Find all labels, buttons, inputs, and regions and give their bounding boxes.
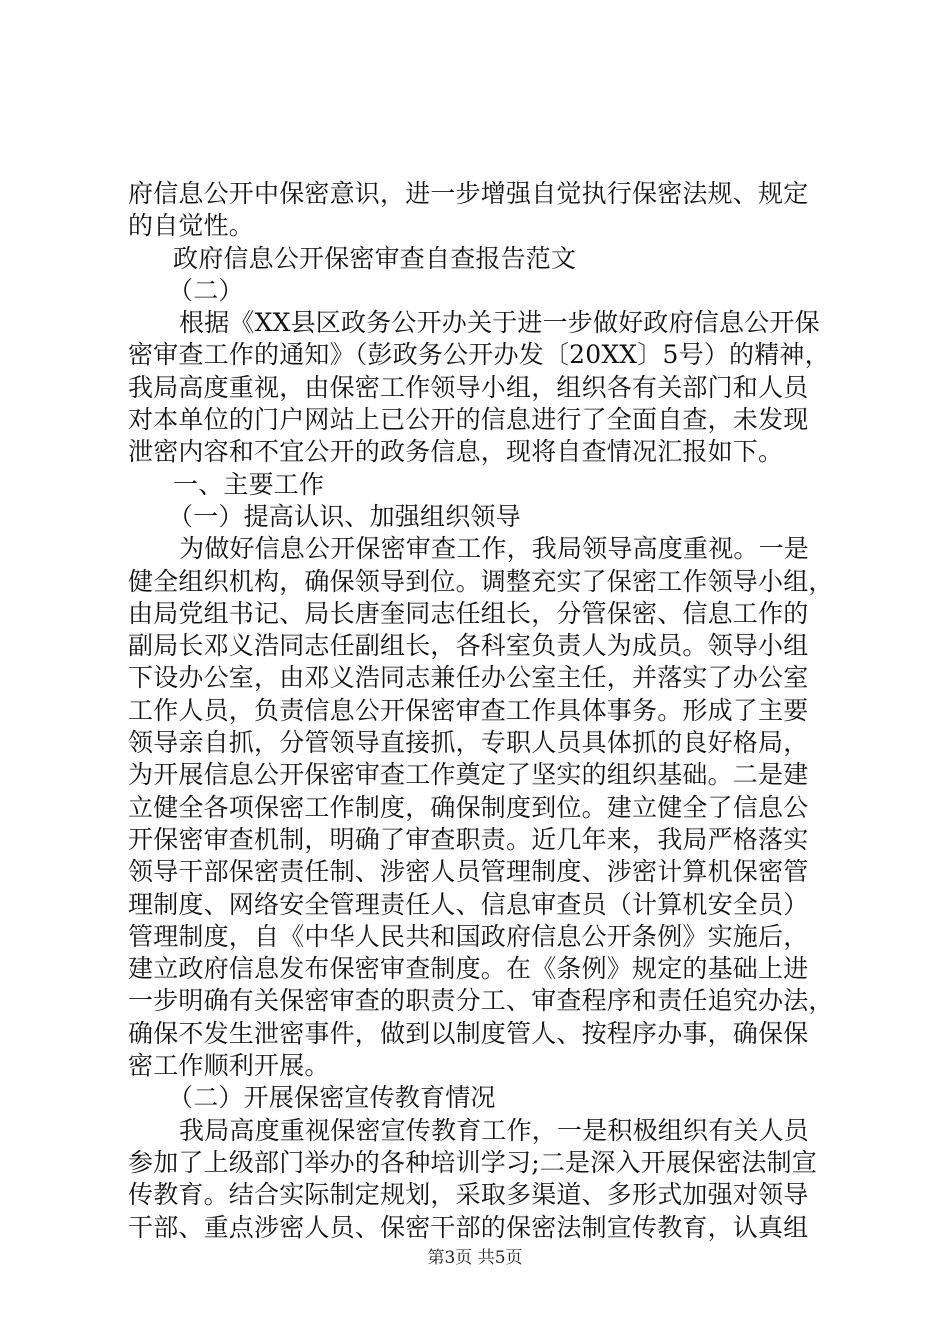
body-line: 立健全各项保密工作制度，确保制度到位。建立健全了信息公: [128, 792, 809, 822]
body-line: 传教育。结合实际制定规划，采取多渠道、多形式加强对领导: [128, 1180, 809, 1210]
body-line: 副局长邓义浩同志任副组长，各科室负责人为成员。领导小组: [128, 631, 809, 661]
paragraph-start: 我局高度重视保密宣传教育工作，一是积极组织有关人员: [179, 1115, 810, 1145]
body-line: 工作人员，负责信息公开保密审查工作具体事务。形成了主要: [128, 695, 809, 725]
body-line: 由局党组书记、局长唐奎同志任组长，分管保密、信息工作的: [128, 598, 809, 628]
body-line: 理制度、网络安全管理责任人、信息审查员（计算机安全员）: [128, 889, 809, 919]
body-line: 下设办公室，由邓义浩同志兼任办公室主任，并落实了办公室: [128, 663, 809, 693]
body-line: 建立政府信息发布保密审查制度。在《条例》规定的基础上进: [128, 954, 809, 984]
heading-level2: （一）提高认识、加强组织领导: [168, 501, 521, 531]
heading-level2: （二）开展保密宣传教育情况: [168, 1083, 496, 1113]
body-line: 我局高度重视，由保密工作领导小组，组织各有关部门和人员: [128, 372, 809, 402]
body-line: 参加了上级部门举办的各种培训学习;二是深入开展保密法制宣: [128, 1147, 818, 1177]
paragraph-start: 根据《XX县区政务公开办关于进一步做好政府信息公开保: [179, 308, 820, 338]
paragraph-start: 为做好信息公开保密审查工作，我局领导高度重视。一是: [179, 534, 810, 564]
body-line: 确保不发生泄密事件，做到以制度管人、按程序办事，确保保: [128, 1018, 809, 1048]
body-line: 领导亲自抓，分管领导直接抓，专职人员具体抓的良好格局，: [128, 728, 809, 758]
document-body: [128, 178, 834, 1244]
body-line: 领导干部保密责任制、涉密人员管理制度、涉密计算机保密管: [128, 857, 809, 887]
body-line: 开保密审查机制，明确了审查职责。近几年来，我局严格落实: [128, 824, 809, 854]
body-line: 为开展信息公开保密审查工作奠定了坚实的组织基础。二是建: [128, 760, 809, 790]
section-title: 政府信息公开保密审查自查报告范文: [173, 243, 577, 273]
body-line: 府信息公开中保密意识，进一步增强自觉执行保密法规、规定: [128, 179, 809, 208]
section-subtitle: （二）: [168, 275, 244, 305]
body-line: 密工作顺利开展。: [128, 1051, 330, 1081]
page-number-footer: 第3页 共5页: [427, 1248, 523, 1268]
body-line: 泄密内容和不宜公开的政务信息，现将自查情况汇报如下。: [128, 437, 784, 467]
body-line: 干部、重点涉密人员、保密干部的保密法制宣传教育，认真组: [128, 1212, 809, 1242]
body-line: 对本单位的门户网站上已公开的信息进行了全面自查，未发现: [128, 405, 809, 435]
body-line: 健全组织机构，确保领导到位。调整充实了保密工作领导小组，: [128, 566, 834, 596]
body-line: 的自觉性。: [128, 211, 255, 241]
body-line: 密审查工作的通知》（彭政务公开办发〔20XX〕5号）的精神，: [128, 340, 830, 370]
body-line: 一步明确有关保密审查的职责分工、审查程序和责任追究办法，: [128, 986, 834, 1016]
heading-level1: 一、主要工作: [173, 469, 325, 499]
body-line: 管理制度，自《中华人民共和国政府信息公开条例》实施后，: [128, 921, 809, 951]
